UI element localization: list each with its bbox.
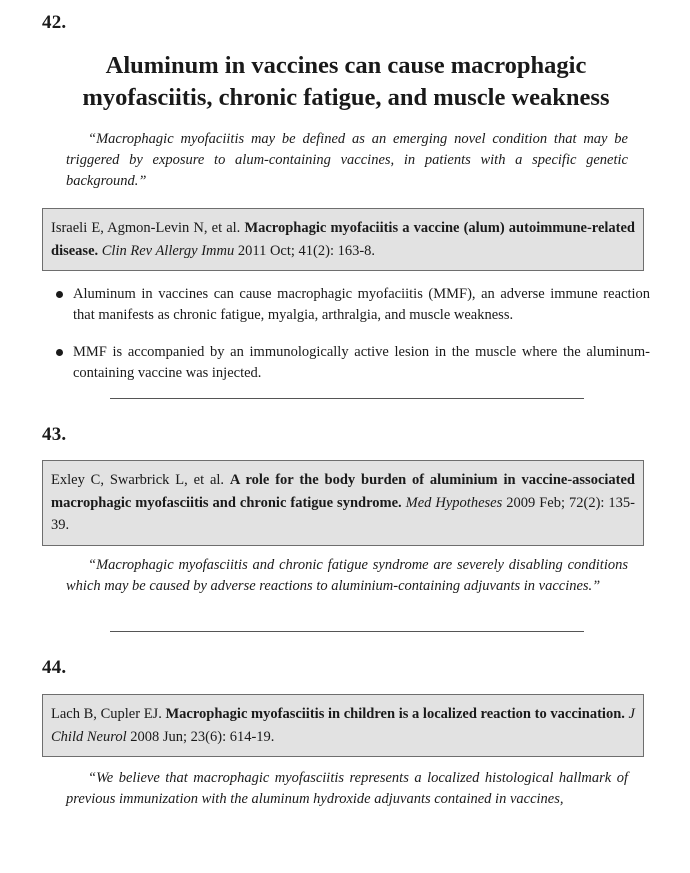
- quote-43: “Macrophagic myofasciitis and chronic fatigue syndrome are severely disabling conditions which may be caused by adverse reactions to aluminium-containing adjuvants in vaccines.”: [66, 557, 628, 594]
- bullet-list-42: [52, 284, 650, 384]
- bullet-item: [52, 284, 650, 326]
- ref-details: 2009 Feb; 72(2): 135-39.: [51, 494, 635, 533]
- ref-journal: Med Hypotheses: [401, 494, 503, 511]
- reference-box-44: [42, 694, 644, 757]
- ref-details: 2008 Jun; 23(6): 614-19.: [126, 728, 275, 745]
- divider: [110, 631, 584, 632]
- section-number-42: 42.: [42, 12, 67, 33]
- ref-journal: Clin Rev Allergy Immu: [98, 242, 235, 259]
- bullet-dot-icon: [56, 291, 63, 298]
- bullet-item: [52, 342, 650, 384]
- section-title: Aluminum in vaccines can cause macrophagic myofasciitis, chronic fatigue, and muscle weakness: [82, 52, 610, 111]
- ref-title: Macrophagic myofaciitis a vaccine (alum) autoimmune-related disease.: [51, 220, 635, 259]
- quote-44: “We believe that macrophagic myofasciitis represents a localized histological hallmark of previous immunization with the aluminum hydroxide adjuvants contained in vaccines,: [66, 770, 628, 807]
- ref-details: 2011 Oct; 41(2): 163-8.: [234, 242, 376, 259]
- divider: [110, 398, 584, 399]
- bullet-text: MMF is accompanied by an immunologically active lesion in the muscle where the aluminum-containing vaccine was injected.: [73, 344, 650, 381]
- section-number-44: 44.: [42, 657, 67, 678]
- section-number-43: 43.: [42, 424, 67, 445]
- reference-box-43: [42, 460, 644, 546]
- ref-authors: Israeli E, Agmon-Levin N, et al.: [51, 220, 245, 236]
- ref-journal: J Child Neurol: [51, 706, 635, 745]
- quote-42: “Macrophagic myofaciitis may be defined as an emerging novel condition that may be triggered by exposure to alum-containing vaccines, in patients with a specific genetic background.”: [66, 131, 628, 189]
- reference-box-42: [42, 208, 644, 271]
- ref-title: A role for the body burden of aluminium in vaccine-associated macrophagic myofasciitis and chronic fatigue syndrome.: [51, 472, 635, 511]
- bullet-text: Aluminum in vaccines can cause macrophagic myofaciitis (MMF), an adverse immune reaction that manifests as chronic fatigue, myalgia, arthralgia, and muscle weakness.: [73, 286, 650, 323]
- ref-authors: Exley C, Swarbrick L, et al.: [51, 472, 230, 488]
- ref-authors: Lach B, Cupler EJ.: [51, 706, 166, 722]
- bullet-dot-icon: [56, 349, 63, 356]
- ref-title: Macrophagic myofasciitis in children is a localized reaction to vaccination.: [165, 706, 625, 722]
